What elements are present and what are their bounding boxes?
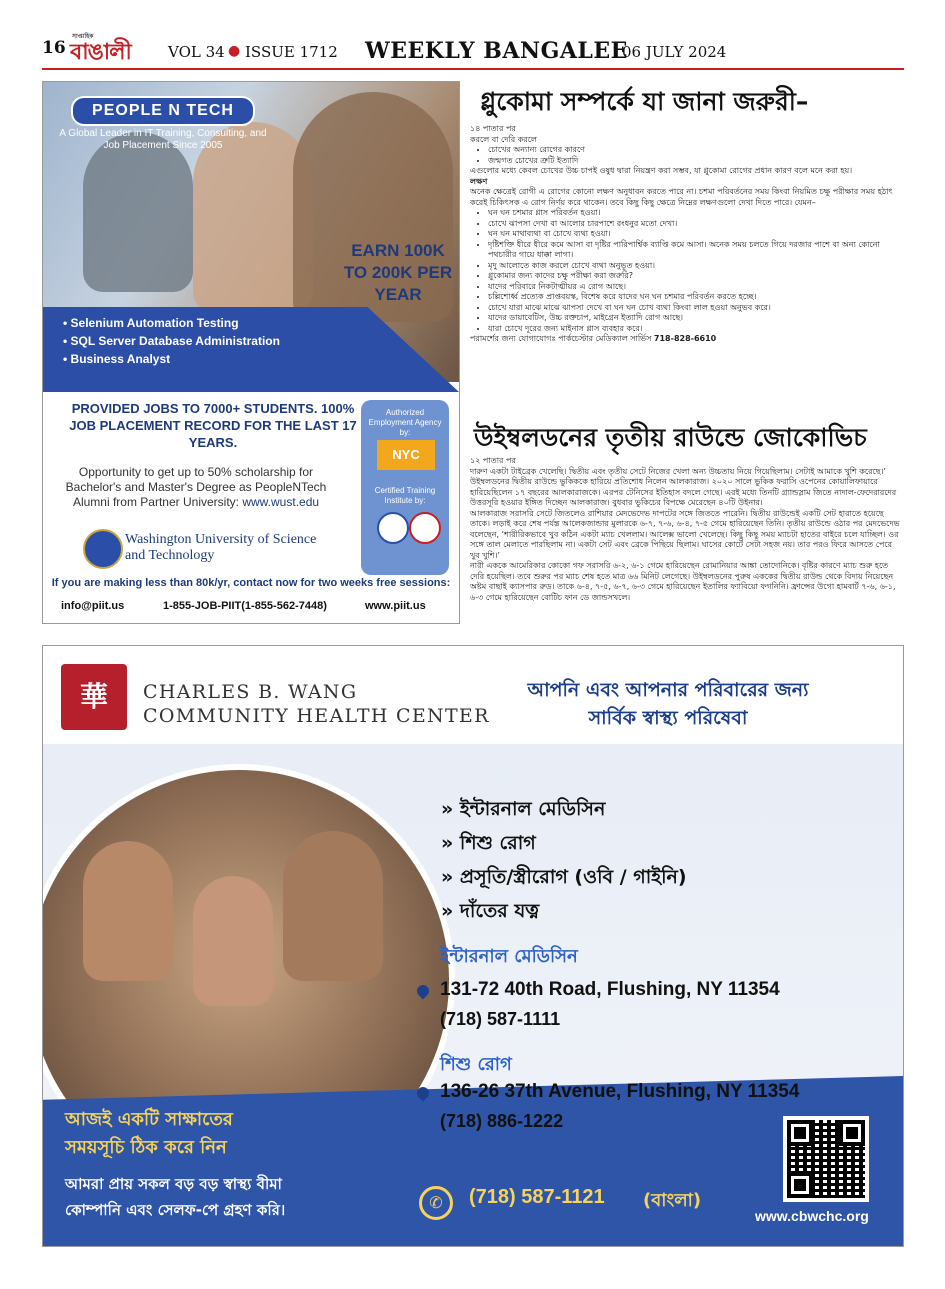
contact-phone[interactable]: 718-828-6610 — [653, 334, 717, 343]
clinic-heading: ইন্টারনাল মেডিসিন — [440, 946, 578, 967]
person-photo — [283, 831, 383, 981]
org-line: CHARLES B. WANG — [143, 681, 358, 703]
person-photo — [193, 876, 273, 1006]
article-paragraph: আলকারাজ সরাসরি সেটে জিতলেও রাশিয়ার মেদভেদেভ দাপটের সঙ্গে জিততে পারেনি। দ্বিতীয় রাউন্ডেই একটি সেট হারাতে হয়েছে তাকে। লড়াই করে শেষ পর্যন্ত আলেকজান্ডার মুলারকে ৬-৭, ৭-৬, ৬-৪, ৭-৫ গেমে হারিয়েছেন তিনি। তৃতীয় রাউন্ডে ওঠার পর মেদভেদেভ বলেছেন, ‘শারীরিকভাবে খুব কঠিন একটা ম্যাচ খেললাম। আলেক্স ভালো খেলেছে। কিছু কিছু সময় ম্যাচটা হাতের বাইরে চলে যাচ্ছিল। ওর সঙ্গে তাল মেলাতে পারছিলাম না। একটা সেট এবং ব্রেকে পিছিয়ে ছিলাম। ঘাসের কোর্টে সেটা সহজ নয়। তার পরও ফিরে আসতে পেরে খুব খুশি।’ — [470, 508, 900, 560]
article-paragraph: দারুণ একটা টাইব্রেক খেলেছি। দ্বিতীয় এবং তৃতীয় সেটে নিজের খেলা অন্য উচ্চতায় নিয়ে গিয়েছিলাম। সেটাই আমাকে খুশি করেছে।’ — [470, 466, 886, 476]
insurance-line: আমরা প্রায় সকল বড় বড় স্বাস্থ্য বীমা — [65, 1175, 282, 1193]
clinic-phone[interactable]: (718) 886-1222 — [440, 1111, 564, 1131]
continued-note: ১৪ পাতার পর — [470, 124, 516, 133]
job-placement-claim: PROVIDED JOBS TO 7000+ STUDENTS. 100% JOB PLACEMENT RECORD FOR THE LAST 17 YEARS. — [69, 401, 357, 450]
qr-finder-icon — [839, 1120, 865, 1146]
list-item: • জন্মগত চোখের ত্রুটি ইত্যাদি — [488, 156, 904, 167]
separator-dot-icon: ● — [228, 43, 241, 59]
list-item: • যাদের পরিবারে নিকটাত্মীয়র এ রোগ আছে। — [488, 282, 904, 293]
list-item: • যাদের ডায়াবেটিস, উচ্চ রক্তচাপ, মাইগ্রেন ইত্যাদি রোগ আছে। — [488, 313, 904, 324]
certified-label: Certified Training Institute by: — [374, 486, 436, 505]
certification-seal-icon — [409, 512, 441, 544]
organization-name — [143, 680, 490, 728]
contact-line — [470, 334, 904, 345]
header-rule — [42, 68, 904, 70]
list-item: • গ্লুকোমার জন্য কাদের চক্ষু পরীক্ষা করা জরুরি? — [488, 271, 904, 282]
ad-tagline: A Global Leader in IT Training, Consulting, and Job Placement Since 2005 — [59, 128, 267, 151]
contact-label: পরামর্শের জন্য যোগাযোগঃ পার্কচেস্টার মেডিক্যাল সার্ভিস — [470, 334, 652, 343]
scholarship-body: Opportunity to get up to 50% scholarship for Bachelor's and Master's Degree as PeopleNTech Alumni from Partner University: — [65, 465, 327, 509]
newspaper-name: WEEKLY BANGALEE — [365, 38, 628, 64]
continued-note: ১২ পাতার পর — [470, 456, 516, 465]
clinic-heading: শিশু রোগ — [440, 1054, 512, 1075]
course-item: • Selenium Automation Testing — [63, 314, 280, 332]
hotline-number[interactable]: (718) 587-1121 — [469, 1186, 605, 1208]
person-photo — [83, 132, 193, 292]
cta-line: সময়সূচি ঠিক করে নিন — [65, 1137, 227, 1158]
insurance-note — [65, 1171, 395, 1223]
slogan-line: সার্বিক স্বাস্থ্য পরিষেবা — [588, 707, 748, 729]
issue: ISSUE 1712 — [245, 43, 338, 61]
clinic-address[interactable]: 136-26 37th Avenue, Flushing, NY 11354 — [440, 1081, 800, 1102]
volume: VOL 34 — [168, 43, 225, 61]
article-paragraph: করলে বা দেরি করলে — [470, 134, 537, 144]
service-list — [441, 792, 687, 928]
phone-icon: ✆ — [419, 1186, 453, 1220]
university-name: Washington University of Science and Technology — [125, 532, 317, 563]
person-photo — [83, 841, 173, 981]
list-item: • যারা চোখে দূরের জন্য মাইনাস গ্লাস ব্যবহার করে। — [488, 324, 904, 335]
article-list — [470, 145, 904, 166]
earn-banner: EARN 100K TO 200K PER YEAR — [343, 241, 453, 304]
qr-finder-icon — [787, 1120, 813, 1146]
article-paragraph: নারী এককে আমেরিকার কোকো গফ সরাসরি ৬-২, ৬-১ গেমে হারিয়েছেন রোমানিয়ার আঙ্কা তোদোনিকে। বৃষ্টির কারণে ম্যাচ শুরু হতে দেরি হয়েছিল। তবে শুরুর পর ম্যাচ শেষ হতে মাত্র ৬৬ মিনিট লেগেছে। উইম্বলডনের পুরুষ এককের দ্বিতীয় রাউন্ড থেকে বিদায় নিয়েছেন অষ্টম বাছাই ক্যাসপার রুড। তাকে ৬-৪, ৭-৫, ৬-৭, ৬-৩ গেমে হারিয়েছেন ইতালির ফ্যাবিয়ো ফগনিনি। ফ্রান্সের উগো হামবার্ট ৭-৬, ৬-১, ৬-৩ গেমে হারিয়েছেন বোটিচ ফান ডে জান্ডসখলে। — [470, 561, 896, 602]
scholarship-text — [61, 465, 331, 510]
article-title-djokovic: উইম্বলডনের তৃতীয় রাউন্ডে জোকোভিচ — [474, 423, 867, 452]
org-line: COMMUNITY HEALTH CENTER — [143, 705, 490, 727]
article-body-glaucoma — [470, 124, 904, 345]
course-item: • Business Analyst — [63, 350, 280, 368]
ad-website[interactable]: www.cbwchc.org — [755, 1208, 869, 1224]
certification-seal-icon — [377, 512, 409, 544]
service-item: » শিশু রোগ — [441, 826, 687, 860]
insurance-line: কোম্পানি এবং সেলফ-পে গ্রহণ করি। — [65, 1201, 286, 1219]
issue-date: 06 JULY 2024 — [622, 43, 727, 61]
peoplentech-ad[interactable] — [42, 81, 460, 624]
course-list — [63, 314, 280, 368]
contact-website[interactable]: www.piit.us — [365, 600, 426, 612]
list-item: • চোখে যারা মাঝে মাঝে ঝাপসা দেখে বা ঘন ঘন চোখ ব্যথা কিংবা লাল হওয়া অনুভব করে। — [488, 303, 904, 314]
scholarship-link[interactable]: www.wust.edu — [242, 495, 320, 509]
contact-phone[interactable]: 1-855-JOB-PIIT(1-855-562-7448) — [163, 600, 327, 612]
article-paragraph: অনেক ক্ষেত্রেই রোগী এ রোগের কোনো লক্ষণ অনুধাবন করতে পারে না। চশমা পরিবর্তনের সময় কিংবা নিয়মিত চক্ষু পরীক্ষার সময় হঠাৎ করেই চিকিৎসক এ রোগ নির্ণয় করে থাকেন। তবে কিছু কিছু ক্ষেত্রে নিম্নের লক্ষণগুলো দেখা দিতে পারে। যেমন– — [470, 187, 893, 207]
article-list — [470, 208, 904, 334]
authorized-label: Authorized Employment Agency by: — [368, 408, 442, 437]
appointment-cta — [65, 1106, 365, 1162]
newspaper-logo[interactable] — [70, 35, 140, 65]
article-title-glaucoma: গ্লুকোমা সম্পর্কে যা জানা জরুরী– — [480, 87, 809, 116]
service-item: » দাঁতের যত্ন — [441, 894, 687, 928]
cta-line: আজই একটি সাক্ষাতের — [65, 1109, 233, 1130]
cbwchc-logo-mark: 華 — [61, 664, 127, 730]
qr-finder-icon — [787, 1172, 813, 1198]
article-paragraph: উইম্বলডনের দ্বিতীয় রাউন্ডে ভুকিককে হারিয়ে প্রতিশোধ নিলেন আলকারাজ। ২০২০ সালে ভুকিক ফরাসি ওপেনের কোয়ালিফায়ারে হারিয়েছিলেন ১৭ বছরের আলকারাজকে। এরপর টেনিসের ইতিহাস বদলে গেছে। এরই মধ্যে তিনটি গ্র্যান্ডস্লাম জিতে নাদাল-ফেদেরারদের উত্তরসূরি হওয়ার ইঙ্গিত দিচ্ছেন আলকারাজ। বুধবার ভুকিচের বিপক্ষে মেরেছেন ৪০টি উইনার। — [470, 477, 897, 507]
course-item: • SQL Server Database Administration — [63, 332, 280, 350]
service-item: » প্রসূতি/স্ত্রীরোগ (ওবি / গাইনি) — [441, 860, 687, 894]
ad-slogan — [463, 676, 873, 732]
list-item: • দৃষ্টিশক্তি ধীরে ধীরে কমে আসা বা দৃষ্টির পারিপার্শ্বিক ব্যাপ্তি কমে আসা। অনেক সময় চলতে গিয়ে দরজার পাশে বা অন্য কোনো পথচারীর গায়ে ধাক্কা লাগা। — [488, 240, 904, 261]
page-number: 16 — [42, 38, 66, 58]
list-item: • মৃদু আলোতে কাজ করলে চোখে ব্যথা অনুভূত হওয়া। — [488, 261, 904, 272]
contact-email[interactable]: info@piit.us — [61, 600, 125, 612]
clinic-phone[interactable]: (718) 587-1111 — [440, 1009, 561, 1029]
article-paragraph: এগুলোর মধ্যে কেবল চোখের উচ্চ চাপই ওষুধ দ্বারা নিয়ন্ত্রণ করা সম্ভব, যা গ্লুকোমা রোগের প্রধান কারণ বলে মনে করা হয়। — [470, 166, 853, 175]
article-subhead: লক্ষণ — [470, 176, 488, 186]
clinic-address[interactable]: 131-72 40th Road, Flushing, NY 11354 — [440, 979, 780, 1000]
logo-small-text: সাপ্তাহিক — [72, 33, 94, 40]
free-sessions-text: If you are making less than 80k/yr, contact now for two weeks free sessions: — [51, 577, 451, 589]
list-item: • ঘন ঘন মাথাব্যথা বা চোখে ব্যথা হওয়া। — [488, 229, 904, 240]
list-item: • চল্লিশোর্ধ্ব প্রত্যেক প্রাপ্তবয়স্ক, বিশেষ করে যাদের ঘন ঘন চশমার পরিবর্তন করতে হচ্ছে। — [488, 292, 904, 303]
hotline-language: (বাংলা) — [643, 1190, 702, 1211]
logo-text: বাঙালী — [70, 39, 131, 65]
service-item: » ইন্টারনাল মেডিসিন — [441, 792, 687, 826]
list-item: • চোখে ঝাপসা দেখা বা আলোর চারপাশে রংধনুর মতো দেখা। — [488, 219, 904, 230]
list-item: • ঘন ঘন চশমার গ্লাস পরিবর্তন হওয়া। — [488, 208, 904, 219]
peoplentech-logo: PEOPLE N TECH — [71, 96, 255, 126]
nyc-logo: NYC — [377, 440, 435, 470]
slogan-line: আপনি এবং আপনার পরিবারের জন্য — [527, 679, 809, 701]
university-seal-icon — [83, 529, 123, 569]
list-item: • চোখের অন্যান্য রোগের কারণে — [488, 145, 904, 156]
cbwchc-ad[interactable] — [42, 645, 904, 1247]
article-body-djokovic — [470, 456, 904, 603]
